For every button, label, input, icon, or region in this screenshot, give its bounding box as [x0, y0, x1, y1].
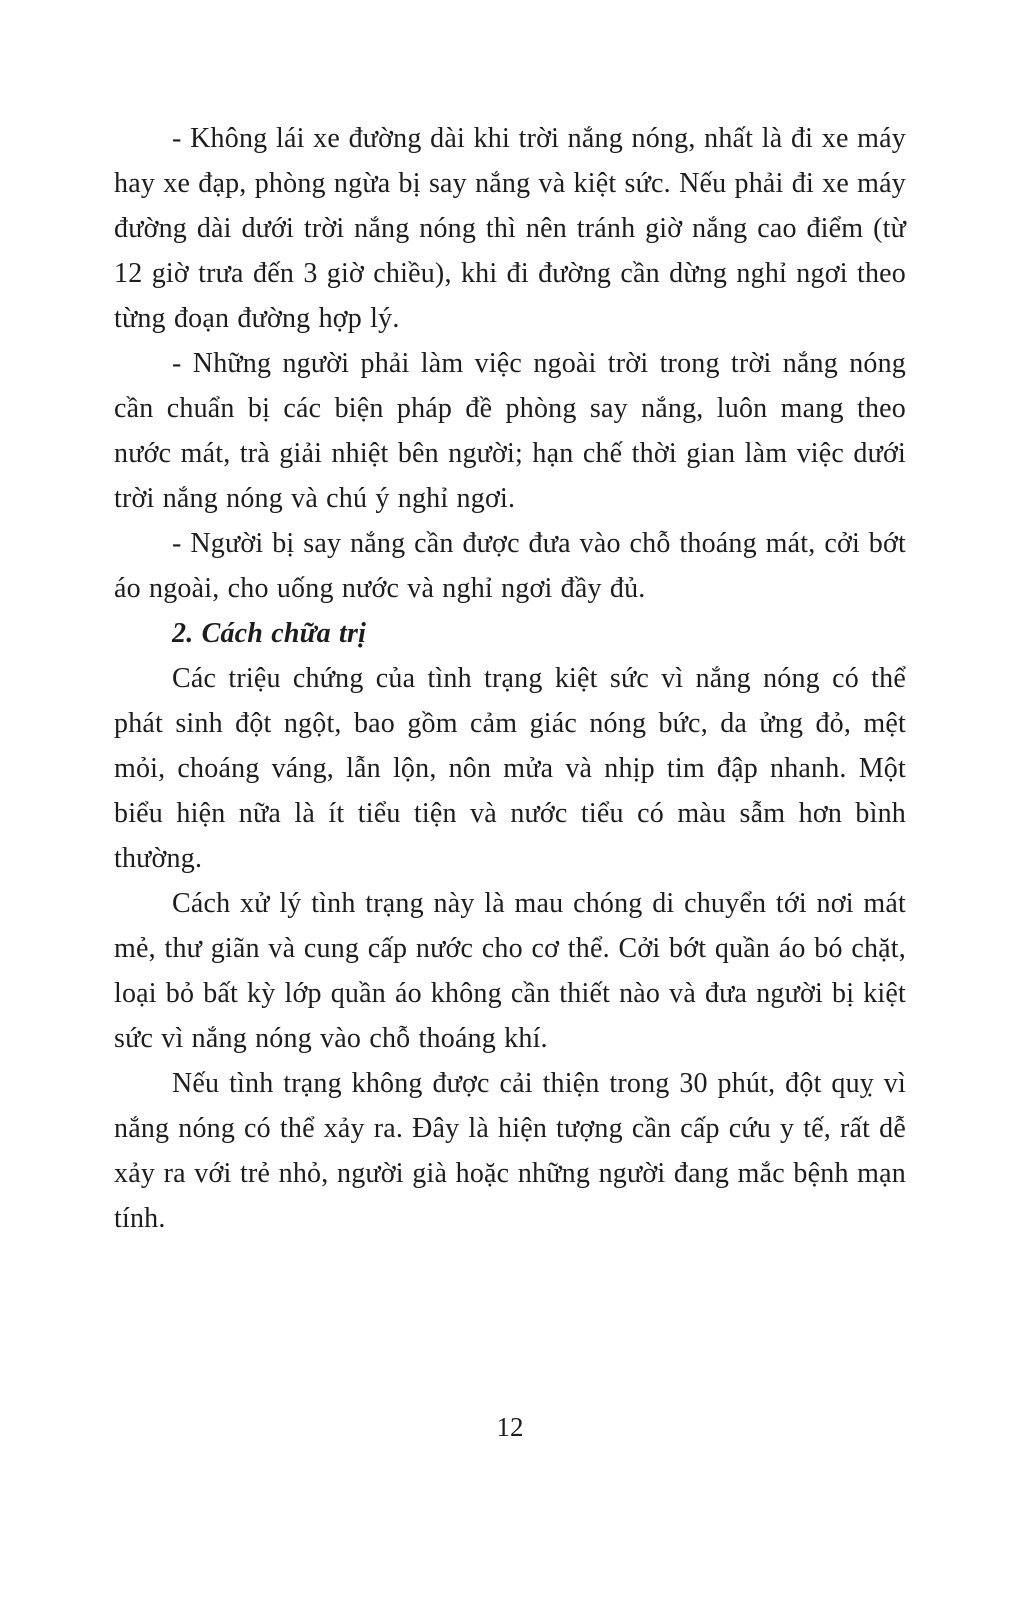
- paragraph-symptoms: Các triệu chứng của tình trạng kiệt sức vì nắng nóng có thể phát sinh đột ngột, bao gồm cảm giác nóng bức, da ửng đỏ, mệt mỏi, choáng váng, lẫn lộn, nôn mửa và nhịp tim đập nhanh. Một biểu hiện nữa là ít tiểu tiện và nước tiểu có màu sẫm hơn bình thường.: [114, 663, 906, 874]
- paragraph-treatment: Cách xử lý tình trạng này là mau chóng di chuyển tới nơi mát mẻ, thư giãn và cung cấp nước cho cơ thể. Cởi bớt quần áo bó chặt, loại bỏ bất kỳ lớp quần áo không cần thiết nào và đưa người bị kiệt sức vì nắng nóng vào chỗ thoáng khí.: [114, 888, 906, 1054]
- paragraph-driving-advice: - Không lái xe đường dài khi trời nắng nóng, nhất là đi xe máy hay xe đạp, phòng ngừa bị say nắng và kiệt sức. Nếu phải đi xe máy đường dài dưới trời nắng nóng thì nên tránh giờ nắng cao điểm (từ 12 giờ trưa đến 3 giờ chiều), khi đi đường cần dừng nghỉ ngơi theo từng đoạn đường hợp lý.: [114, 123, 906, 334]
- section-heading: 2. Cách chữa trị: [172, 618, 367, 649]
- paragraph-heatstroke-victim: - Người bị say nắng cần được đưa vào chỗ thoáng mát, cởi bớt áo ngoài, cho uống nước và nghỉ ngơi đầy đủ.: [114, 528, 906, 604]
- paragraph-outdoor-workers: - Những người phải làm việc ngoài trời trong trời nắng nóng cần chuẩn bị các biện pháp đề phòng say nắng, luôn mang theo nước mát, trà giải nhiệt bên người; hạn chế thời gian làm việc dưới trời nắng nóng và chú ý nghỉ ngơi.: [114, 348, 906, 514]
- page-number: 12: [496, 1412, 524, 1442]
- paragraph-emergency: Nếu tình trạng không được cải thiện trong 30 phút, đột quỵ vì nắng nóng có thể xảy ra. Đây là hiện tượng cần cấp cứu y tế, rất dễ xảy ra với trẻ nhỏ, người già hoặc những người đang mắc bệnh mạn tính.: [114, 1068, 906, 1234]
